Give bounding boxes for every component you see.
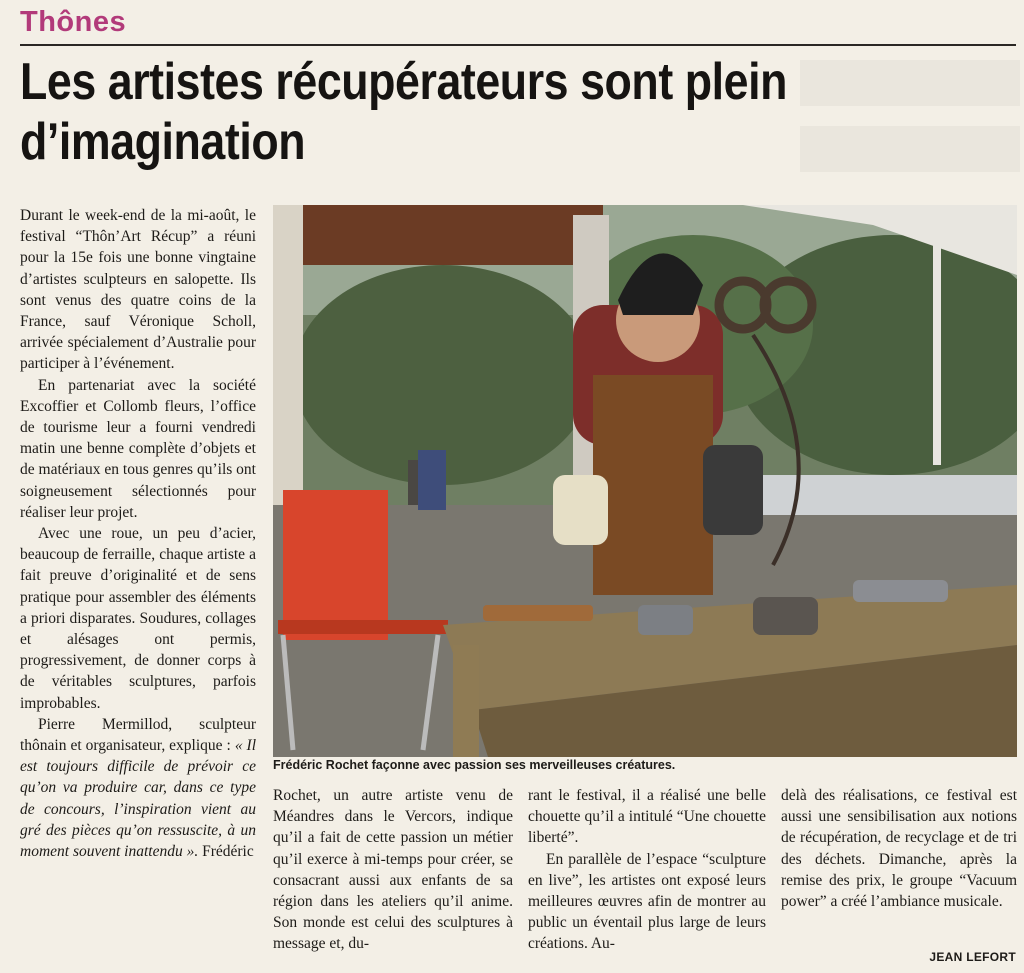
paragraph [20, 714, 256, 862]
paragraph: En partenariat avec la société Excoffier et Collomb fleurs, l’office de tourisme leur a fourni vendredi matin une benne complète d’objets et de matériaux en tous genres qu’ils ont soigneusement sélectionnés pour réaliser leur projet. [20, 376, 256, 521]
paragraph: Avec une roue, un peu d’acier, beaucoup de ferraille, chaque artiste a fait preuve d’originalité et de sens pratique pour assembler des éléments a priori disparates. Soudures, collages et alésages ont permis, progressivement, de donner corps à de véritables sculptures, parfois improbables. [20, 525, 256, 712]
paragraph: delà des réalisations, ce festival est aussi une sensibilisation aux notions de récupération, de recyclage et de tri des déchets. Dimanche, après la remise des prix, le groupe “Vacuum power” a créé l’ambiance musicale. [781, 787, 1017, 911]
article-column-2 [273, 785, 513, 955]
photo-illustration [273, 205, 1017, 757]
photo-caption: Frédéric Rochet façonne avec passion ses merveilleuses créatures. [273, 758, 676, 772]
article-photo [273, 205, 1017, 757]
article-column-3 [528, 785, 766, 955]
paragraph: Rochet, un autre artiste venu de Méandres dans le Vercors, indique qu’il a fait de cette passion un métier qu’il exerce à mi-temps pour créer, se consacrant aussi aux enfants de sa région dans les ateliers qu’il anime. Son monde est celui des sculptures à message et, du- [273, 787, 513, 953]
article-column-1 [20, 205, 256, 862]
paragraph-tail: Frédéric [198, 843, 254, 861]
section-rule [20, 44, 1016, 46]
section-title: Thônes [20, 6, 127, 38]
article-column-4 [781, 785, 1017, 912]
author-byline: JEAN LEFORT [929, 950, 1016, 964]
paragraph: Durant le week-end de la mi-août, le festival “Thôn’Art Récup” a réuni pour la 15e fois une bonne vingtaine d’artistes sculpteurs en salopette. Ils sont venus des quatre coins de la France, sauf Véronique Scholl, arrivée spécialement d’Australie pour participer à l’événement. [20, 207, 256, 373]
paragraph-text: Pierre Mermillod, sculpteur thônain et organisateur, explique : [20, 715, 256, 755]
article-headline: Les artistes récupérateurs sont plein d’imagination [20, 53, 787, 171]
quote: « Il est toujours difficile de prévoir ce qu’on va produire car, dans ce type de concours, l’inspiration vient au gré des pièces qu’on ressuscite, à un moment souvent inattendu ». [20, 737, 257, 861]
paragraph: rant le festival, il a réalisé une belle chouette qu’il a intitulé “Une chouette liberté”. [528, 787, 766, 847]
paragraph: En parallèle de l’espace “sculpture en live”, les artistes ont exposé leurs meilleures œuvres afin de montrer au public un éventail plus large de leurs créations. Au- [528, 850, 766, 953]
